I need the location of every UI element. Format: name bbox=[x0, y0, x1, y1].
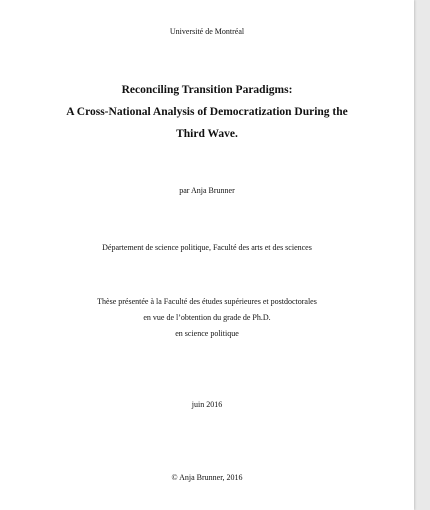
title-line-3: Third Wave. bbox=[176, 128, 238, 140]
title-line-2: A Cross-National Analysis of Democratization During the bbox=[66, 106, 348, 118]
date-line: juin 2016 bbox=[191, 400, 223, 409]
thesis-line-1: Thèse présentée à la Faculté des études supérieures et postdoctorales bbox=[97, 297, 317, 306]
university-name: Université de Montréal bbox=[169, 27, 245, 36]
thesis-line-3: en science politique bbox=[175, 329, 239, 338]
author-line: par Anja Brunner bbox=[179, 186, 235, 195]
title-line-1: Reconciling Transition Paradigms: bbox=[121, 84, 293, 96]
thesis-line-2: en vue de l’obtention du grade de Ph.D. bbox=[143, 313, 271, 322]
department-line: Département de science politique, Faculté des arts et des sciences bbox=[102, 243, 312, 252]
copyright-line: © Anja Brunner, 2016 bbox=[171, 473, 243, 482]
